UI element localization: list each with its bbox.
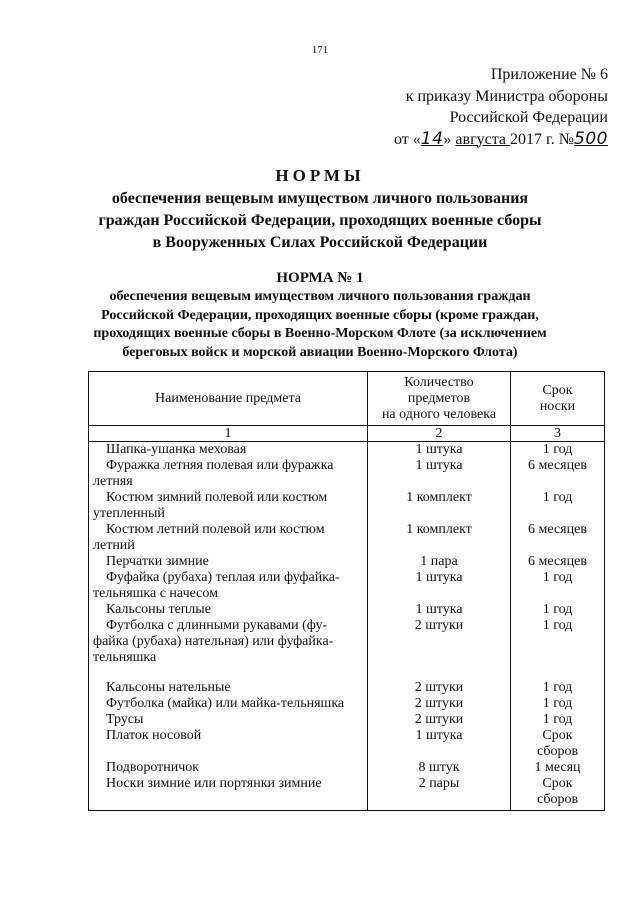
item-name-line: Костюм зимний полевой или костюм	[106, 490, 328, 505]
item-name-line: тельняшка	[93, 650, 157, 665]
item-wear-term	[511, 490, 605, 522]
table-row	[89, 712, 605, 728]
item-wear-term-line: 1 год	[542, 618, 573, 633]
table-gap-cell	[368, 666, 511, 680]
column-number: 2	[368, 426, 511, 442]
item-wear-term	[511, 760, 605, 776]
subtitle-line: в Вооруженных Силах Российской Федерации	[152, 234, 488, 251]
item-quantity: 1 штука	[368, 442, 511, 459]
item-name-line: Шапка-ушанка меховая	[106, 442, 247, 457]
item-wear-term	[511, 712, 605, 728]
item-quantity: 2 штуки	[368, 712, 511, 728]
item-quantity: 2 пары	[368, 776, 511, 811]
norms-table	[88, 371, 605, 811]
item-wear-term-line: 1 год	[542, 442, 573, 457]
item-wear-term-line: сборов	[536, 744, 579, 759]
norm-title: НОРМА № 1	[276, 270, 364, 286]
item-wear-term	[511, 602, 605, 618]
item-name-cell	[89, 554, 368, 570]
item-name-cell	[89, 490, 368, 522]
item-name-line: Кальсоны теплые	[106, 602, 211, 617]
subtitle-line: обеспечения вещевым имуществом личного пользования	[111, 190, 529, 207]
item-wear-term-line: 1 год	[542, 602, 573, 617]
header-quantity	[368, 372, 511, 426]
annex-header	[340, 64, 608, 150]
item-name-cell	[89, 522, 368, 554]
item-quantity: 1 штука	[368, 570, 511, 602]
item-quantity: 1 штука	[368, 602, 511, 618]
item-wear-term-line: 1 год	[542, 680, 573, 695]
date-prefix: от «	[393, 130, 421, 148]
table-header-row	[89, 372, 605, 426]
norm-subtitle-line: обеспечения вещевым имуществом личного пользования граждан	[109, 289, 531, 304]
item-name-line: летняя	[93, 474, 133, 489]
date-mid: »	[443, 130, 456, 148]
item-name-cell	[89, 442, 368, 459]
item-wear-term-line: 1 год	[542, 490, 573, 505]
table-row	[89, 728, 605, 760]
order-number-handwritten: 500	[574, 128, 608, 149]
item-name-line: Подворотничок	[106, 760, 200, 775]
table-row	[89, 760, 605, 776]
item-wear-term-line: 6 месяцев	[528, 522, 587, 537]
item-wear-term	[511, 618, 605, 666]
table-row	[89, 554, 605, 570]
subtitle-line: граждан Российской Федерации, проходящих военные сборы	[98, 212, 542, 229]
header-quantity-line: предметов	[407, 390, 471, 406]
item-wear-term	[511, 458, 605, 490]
header-quantity-line: на одного человека	[381, 406, 497, 422]
item-wear-term	[511, 442, 605, 459]
date-day-handwritten: 14	[420, 128, 444, 149]
header-quantity-line: Количество	[404, 374, 474, 390]
date-month: августа	[455, 130, 511, 148]
item-wear-term-line: сборов	[536, 792, 579, 807]
norm-subtitle	[60, 288, 580, 362]
item-name-cell	[89, 696, 368, 712]
header-term-line: Срок	[542, 382, 573, 398]
item-quantity: 2 штуки	[368, 696, 511, 712]
norm-subtitle-line: береговых войск и морской авиации Военно-Морского Флота)	[122, 344, 518, 360]
item-quantity: 1 комплект	[368, 490, 511, 522]
annex-date-line	[340, 129, 608, 151]
annex-country: Российской Федерации	[449, 109, 608, 126]
item-wear-term-line: Срок	[542, 728, 573, 743]
header-item-name: Наименование предмета	[89, 372, 368, 426]
table-row	[89, 442, 605, 459]
norm-subtitle-line: проходящих военные сборы в Военно-Морском Флоте (за исключением	[93, 326, 547, 341]
item-name-line: летний	[93, 538, 135, 553]
item-wear-term	[511, 696, 605, 712]
item-name-line: Фуфайка (рубаха) теплая или фуфайка-	[106, 570, 340, 585]
item-wear-term	[511, 680, 605, 696]
table-gap-row	[89, 666, 605, 680]
item-name-line: тельняшка с начесом	[93, 586, 218, 601]
item-wear-term	[511, 554, 605, 570]
item-quantity: 1 пара	[368, 554, 511, 570]
column-number: 1	[89, 426, 368, 442]
item-name-line: Футболка (майка) или майка-тельняшка	[106, 696, 345, 711]
item-name-line: Фуражка летняя полевая или фуражка	[106, 458, 334, 473]
column-number-row	[89, 426, 605, 442]
annex-title: Приложение № 6	[490, 66, 608, 83]
item-name-line: Кальсоны нательные	[106, 680, 231, 695]
item-quantity: 2 штуки	[368, 618, 511, 666]
table-gap-cell	[89, 666, 368, 680]
item-name-line: файка (рубаха) нательная) или фуфайка-	[93, 634, 334, 649]
item-name-line: Носки зимние или портянки зимние	[106, 776, 322, 791]
item-name-line: Трусы	[106, 712, 144, 727]
table-gap-cell	[511, 666, 605, 680]
page-number: 171	[311, 44, 329, 56]
item-quantity: 1 штука	[368, 458, 511, 490]
item-name-line: утепленный	[93, 506, 165, 521]
table-row	[89, 490, 605, 522]
item-name-cell	[89, 570, 368, 602]
table-row	[89, 776, 605, 811]
item-wear-term	[511, 570, 605, 602]
norm-subtitle-line: Российской Федерации, проходящих военные сборы (кроме граждан,	[101, 307, 539, 323]
item-wear-term-line: 1 год	[542, 712, 573, 727]
column-number: 3	[511, 426, 605, 442]
table-row	[89, 522, 605, 554]
annex-order-ref: к приказу Министра обороны	[405, 87, 608, 105]
item-name-cell	[89, 760, 368, 776]
item-wear-term	[511, 728, 605, 760]
item-name-cell	[89, 712, 368, 728]
item-name-cell	[89, 680, 368, 696]
item-name-cell	[89, 618, 368, 666]
header-wear-term	[511, 372, 605, 426]
item-wear-term	[511, 522, 605, 554]
norms-table-body	[89, 442, 605, 811]
item-name-line: Перчатки зимние	[106, 554, 209, 569]
table-row	[89, 680, 605, 696]
item-name-line: Костюм летний полевой или костюм	[106, 522, 325, 537]
document-title: НОРМЫ	[275, 166, 365, 185]
item-name-cell	[89, 728, 368, 760]
table-row	[89, 618, 605, 666]
item-quantity: 1 комплект	[368, 522, 511, 554]
item-wear-term-line: 1 месяц	[534, 760, 581, 775]
item-wear-term	[511, 776, 605, 811]
table-row	[89, 458, 605, 490]
item-name-line: Платок носовой	[106, 728, 202, 743]
item-wear-term-line: Срок	[542, 776, 573, 791]
item-quantity: 1 штука	[368, 728, 511, 760]
header-term-line: носки	[539, 398, 576, 414]
item-name-cell	[89, 602, 368, 618]
item-wear-term-line: 1 год	[542, 696, 573, 711]
table-row	[89, 570, 605, 602]
document-subtitle	[60, 188, 580, 254]
item-wear-term-line: 6 месяцев	[528, 458, 587, 473]
table-row	[89, 602, 605, 618]
item-wear-term-line: 1 год	[542, 570, 573, 585]
item-wear-term-line: 6 месяцев	[528, 554, 587, 569]
table-row	[89, 696, 605, 712]
item-name-cell	[89, 458, 368, 490]
date-year: 2017 г. №	[510, 130, 575, 148]
item-quantity: 8 штук	[368, 760, 511, 776]
item-name-line: Футболка с длинными рукавами (фу-	[106, 618, 328, 633]
item-name-cell	[89, 776, 368, 811]
item-quantity: 2 штуки	[368, 680, 511, 696]
